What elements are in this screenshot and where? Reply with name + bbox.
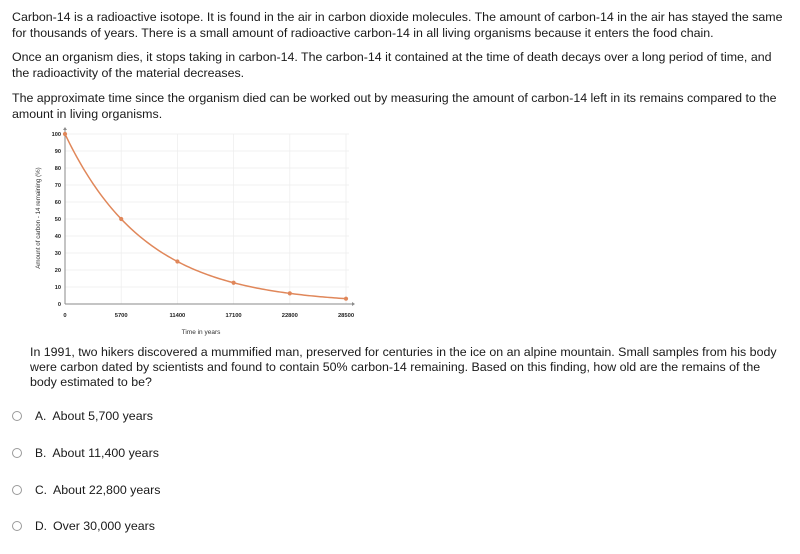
- intro-paragraph-1: Carbon-14 is a radioactive isotope. It is found in the air in carbon dioxide molecules. The amount of carbon-14 in the air has stayed the same for thousands of years. There is a small amount of radioactive carbon-14 in all living organisms because it enters the food chain.: [12, 10, 783, 40]
- y-tick-label: 0: [57, 302, 61, 308]
- chart-grid: [65, 134, 349, 304]
- x-tick-label: 17100: [225, 313, 242, 319]
- data-point: [232, 281, 236, 285]
- y-tick-label: 70: [54, 183, 61, 189]
- decay-series: [63, 132, 348, 301]
- x-tick-label: 0: [63, 313, 67, 319]
- question-text: In 1991, two hikers discovered a mummified man, preserved for centuries in the ice on an alpine mountain. Small samples from his body were carbon dated by scientists and found to contain 50% carbon-14 remaining. Based on this finding, how old are the remains of the body estimated to be?: [30, 345, 777, 389]
- y-tick-label: 10: [54, 285, 61, 291]
- data-point: [344, 297, 348, 301]
- carbon14-decay-chart: [0, 126, 380, 341]
- x-tick-label: 5700: [114, 313, 128, 319]
- radio-button-c[interactable]: [12, 485, 22, 495]
- y-tick-label: 50: [54, 217, 61, 223]
- x-axis-arrow: [352, 302, 355, 306]
- option-c[interactable]: [12, 481, 160, 499]
- option-c-label: About 22,800 years: [53, 483, 161, 497]
- intro-paragraph-2: Once an organism dies, it stops taking in carbon-14. The carbon-14 it contained at the time of death decays over a long period of time, and the radioactivity of the material decreases.: [12, 50, 772, 80]
- y-tick-label: 40: [54, 234, 61, 240]
- option-d[interactable]: [12, 517, 155, 535]
- data-point: [288, 291, 292, 295]
- intro-paragraph-3: The approximate time since the organism died can be worked out by measuring the amount of carbon-14 left in its remains compared to the amount in living organisms.: [12, 91, 777, 121]
- x-tick-label: 28500: [337, 313, 355, 319]
- y-tick-label: 80: [54, 166, 61, 172]
- y-axis-label: Amount of carbon - 14 remaining (%): [35, 167, 42, 269]
- option-b[interactable]: [12, 444, 159, 462]
- option-a-letter: A.: [35, 409, 47, 423]
- radio-button-a[interactable]: [12, 411, 22, 421]
- y-tick-label: 60: [54, 200, 61, 206]
- option-a[interactable]: [12, 407, 153, 425]
- y-tick-label: 20: [54, 268, 61, 274]
- option-a-label: About 5,700 years: [52, 409, 153, 423]
- option-b-label: About 11,400 years: [52, 446, 159, 460]
- data-point: [119, 217, 123, 221]
- x-axis-label: Time in years: [181, 329, 221, 336]
- x-tick-labels: [63, 313, 354, 319]
- data-point: [63, 132, 67, 136]
- option-b-letter: B.: [35, 446, 47, 460]
- chart-axes: [63, 127, 355, 306]
- y-axis-arrow: [63, 127, 67, 130]
- data-point: [175, 259, 179, 263]
- x-tick-label: 11400: [169, 313, 186, 319]
- y-tick-labels: [52, 132, 61, 308]
- radio-button-d[interactable]: [12, 521, 22, 531]
- y-tick-label: 90: [54, 149, 61, 155]
- y-tick-label: 100: [51, 132, 61, 138]
- y-tick-label: 30: [54, 251, 61, 257]
- option-d-letter: D.: [35, 519, 47, 533]
- decay-curve-line: [65, 134, 346, 299]
- option-c-letter: C.: [35, 483, 47, 497]
- radio-button-b[interactable]: [12, 448, 22, 458]
- x-tick-label: 22800: [281, 313, 298, 319]
- option-d-label: Over 30,000 years: [53, 519, 155, 533]
